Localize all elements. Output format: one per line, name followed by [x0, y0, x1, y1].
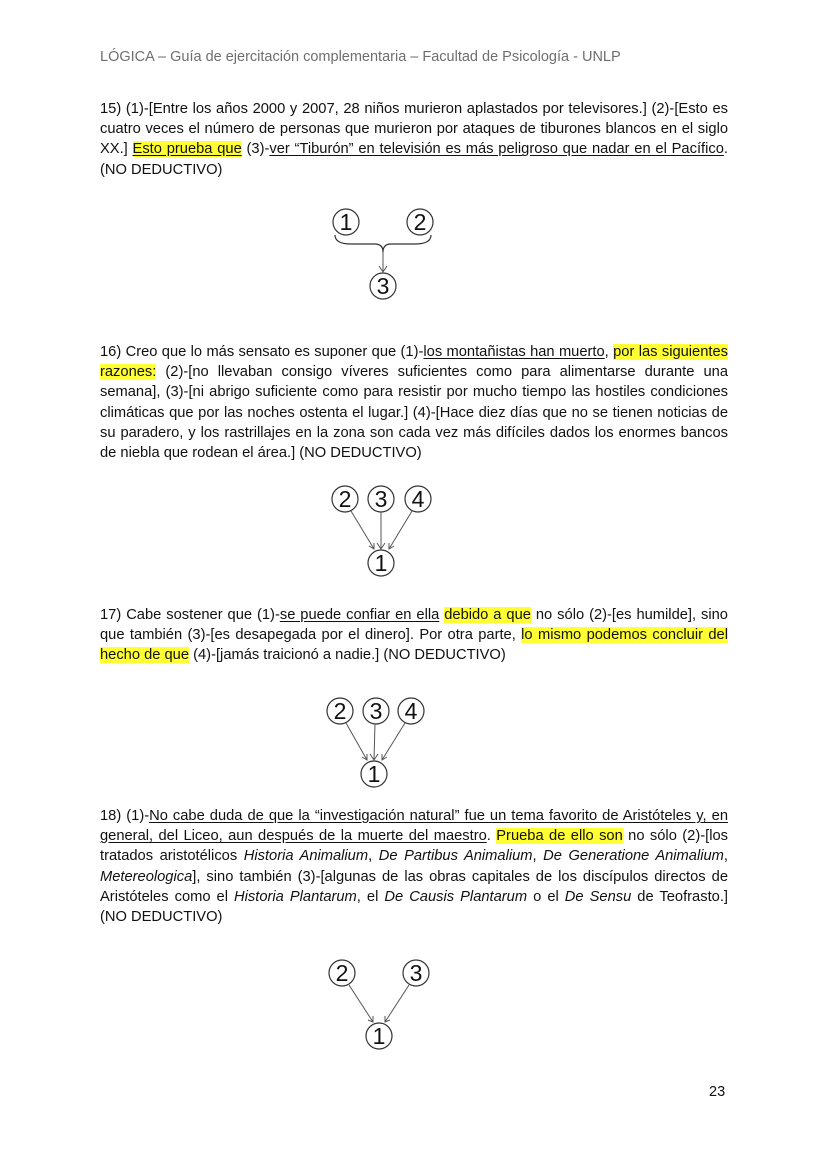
arrow-line — [351, 511, 374, 549]
node-label: 3 — [376, 273, 390, 299]
book-title: Historia Animalium — [243, 848, 369, 865]
premise-4: [jamás traicionó a nadie.] — [215, 647, 380, 664]
indicator-highlight: Prueba de ello son — [496, 828, 623, 845]
exercise-15: 15) (1)-[Entre los años 2000 y 2007, 28 niños murieron aplastados por televisores.] (2)-[Esto es cuatro veces el número de personas que murieron por ataques de tiburones blancos en el siglo XX.] Esto prueba que (3)-ver “Tiburón” en televisión es más peligroso que nadar en el Pacífico. (NO DEDUCTIVO) — [100, 101, 728, 178]
argument-diagram-17 — [321, 694, 431, 794]
argument-diagram-16 — [326, 482, 436, 582]
book-title: Historia Plantarum — [234, 888, 357, 905]
verdict: (NO DEDUCTIVO) — [100, 909, 223, 926]
argument-diagram-18 — [323, 955, 438, 1055]
page-number: 23 — [709, 1084, 726, 1100]
premise-2: [no llevaban consigo víveres suficientes como para alimentarse durante una semana] — [100, 364, 728, 401]
page-header: LÓGICA – Guía de ejercitación complementaria – Facultad de Psicología - UNLP — [100, 49, 621, 65]
exercise-number: 18) — [100, 808, 127, 824]
brace — [335, 235, 431, 252]
node-label: 1 — [374, 550, 388, 576]
node-label: 4 — [404, 698, 418, 724]
node-label: 3 — [374, 486, 388, 512]
node-label: 2 — [338, 486, 352, 512]
exercise-number: 16) — [100, 344, 126, 360]
verdict: (NO DEDUCTIVO) — [383, 647, 506, 664]
arrow-line — [385, 985, 409, 1022]
verdict: (NO DEDUCTIVO) — [299, 445, 422, 462]
conclusion-text: No cabe duda de que la “investigación natural” fue un tema favorito de Aristóteles y, en general, del Liceo, aun después de la muerte del maestro — [100, 808, 728, 845]
premise-4: [Hace diez días que no se tienen noticias de su paradero, y los rastrillajes en la zona son cada vez más difíciles dados los enormes bancos de niebla que rodean el área.] — [100, 404, 729, 462]
node-label: 1 — [339, 209, 353, 235]
book-title: De Partibus Animalium — [378, 848, 533, 865]
arrow-head — [369, 543, 374, 549]
node-label: 4 — [411, 486, 425, 512]
arrow-line — [389, 511, 412, 549]
exercise-number: 17) — [100, 607, 127, 623]
exercise-16: 16) Creo que lo más sensato es suponer que (1)-los montañistas han muerto, por las siguientes razones: (2)-[no llevaban consigo víveres suficientes como para alimentarse durante una semana], (3)-[ni abrigo suficiente como para resistir por mucho tiempo las hostiles condiciones climáticas que por las noches ostenta el lugar.] (4)-[Hace diez días que no se tienen noticias de su paradero, y los rastrillajes en la zona son cada vez más difíciles dados los enormes bancos de niebla que rodean el área.] (NO DEDUCTIVO) — [100, 344, 729, 462]
conclusion-text: los montañistas han muerto — [423, 344, 605, 360]
node-label: 3 — [409, 960, 423, 986]
indicator-highlight: debido a que — [444, 607, 531, 623]
conclusion-text: se puede confiar en ella — [279, 607, 440, 623]
arrow-line — [349, 985, 373, 1022]
premise-3: [es desapegada por el dinero] — [210, 627, 410, 644]
conclusion-text: ver “Tiburón” en televisión es más peligroso que nadar en el Pacífico — [269, 141, 724, 158]
arrow-head — [389, 543, 394, 549]
book-title: De Causis Plantarum — [384, 888, 528, 905]
exercise-number: 15) — [100, 101, 126, 117]
arrow-line — [346, 723, 367, 760]
indicator-highlight: Esto prueba que — [132, 141, 242, 158]
arrow-line — [374, 724, 375, 759]
node-label: 2 — [333, 698, 347, 724]
exercise-18: 18) (1)-No cabe duda de que la “investigación natural” fue un tema favorito de Aristóteles y, en general, del Liceo, aun después de la muerte del maestro. Prueba de ello son no sólo (2)-[los tratados aristotélicos Historia Animalium, De Partibus Animalium, De Generatione Animalium, Metereologica], sino también (3)-[algunas de las obras capitales de los discípulos directos de Aristóteles como el Historia Plantarum, el De Causis Plantarum o el De Sensu de Teofrasto.] (NO DEDUCTIVO) — [100, 808, 728, 926]
premise-3: [ni abrigo suficiente como para resistir por mucho tiempo las hostiles condiciones climáticas que por las noches ostenta el lugar.] — [100, 384, 728, 421]
node-label: 1 — [372, 1023, 386, 1049]
premise-1: [Entre los años 2000 y 2007, 28 niños murieron aplastados por televisores.] — [148, 101, 647, 117]
book-title: De Sensu — [564, 888, 632, 905]
book-title: Metereologica — [100, 868, 193, 885]
node-label: 2 — [335, 960, 349, 986]
book-title: De Generatione Animalium — [543, 848, 724, 865]
indicator-highlight: lo mismo podemos concluir del hecho de que — [100, 627, 728, 664]
arrow-line — [382, 723, 405, 760]
node-label: 3 — [369, 698, 383, 724]
arrow-head — [382, 754, 387, 760]
indicator-highlight: por las siguientes razones: — [100, 344, 728, 381]
premise-2: [Esto es cuatro veces el número de personas que murieron por ataques de tiburones blancos en el siglo XX.] — [100, 101, 728, 158]
verdict: (NO DEDUCTIVO) — [100, 161, 223, 178]
argument-diagram-15 — [325, 200, 445, 304]
exercise-17: 17) Cabe sostener que (1)-se puede confiar en ella debido a que no sólo (2)-[es humilde], sino que también (3)-[es desapegada por el dinero]. Por otra parte, lo mismo podemos concluir del hecho de que (4)-[jamás traicionó a nadie.] (NO DEDUCTIVO) — [100, 607, 728, 664]
node-label: 1 — [367, 761, 381, 787]
node-label: 2 — [413, 209, 427, 235]
premise-2: [es humilde] — [611, 607, 692, 623]
